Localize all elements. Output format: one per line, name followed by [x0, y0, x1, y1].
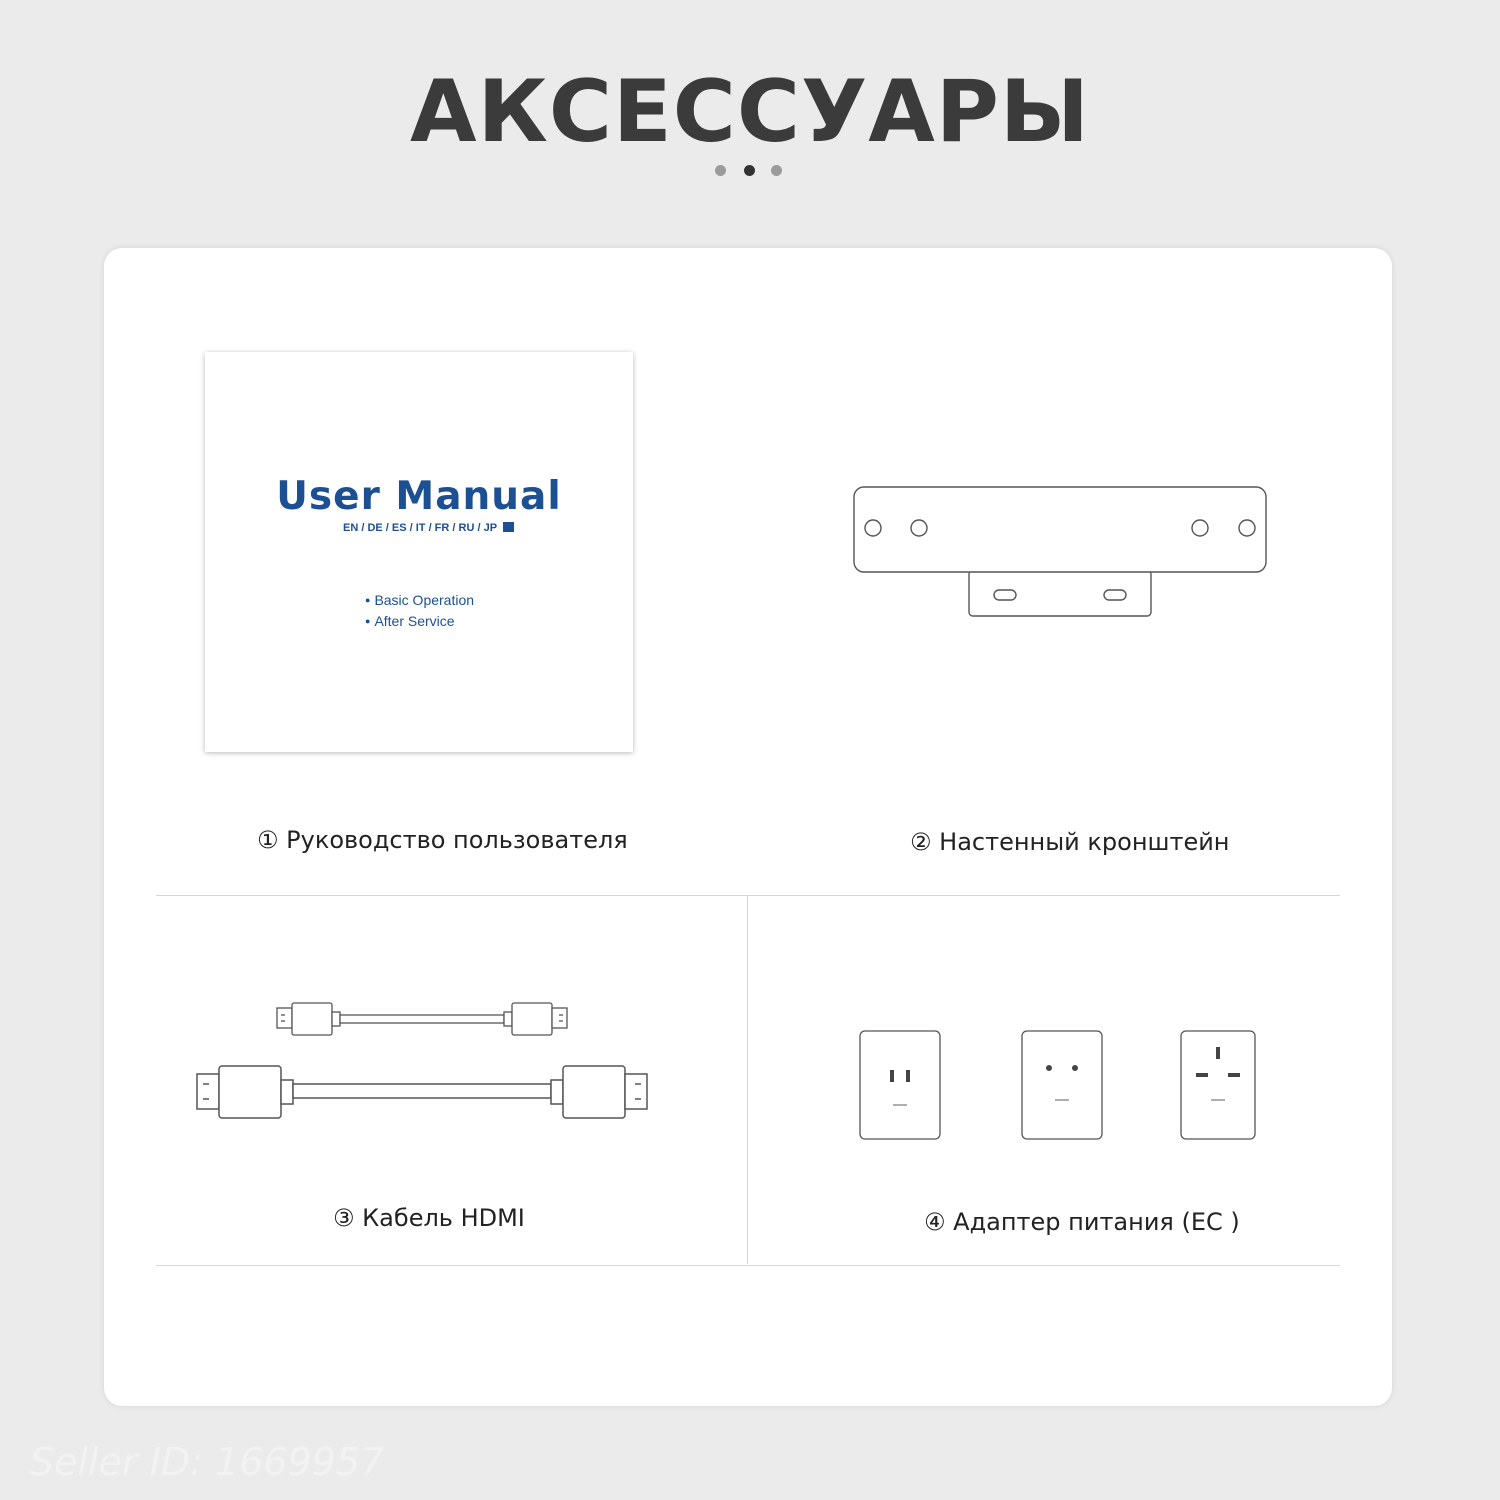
- booklet-languages: EN / DE / ES / IT / FR / RU / JP: [343, 522, 514, 534]
- user-manual-booklet: [205, 352, 633, 752]
- caption-wall-bracket: ② Настенный кронштейн: [910, 828, 1230, 856]
- hdmi-cable-long-icon: [195, 1064, 649, 1120]
- plug-type-eu-icon: [1021, 1030, 1103, 1140]
- pager-dot-1[interactable]: [715, 165, 726, 176]
- caption-power-adapter: ④ Адаптер питания (ЕС ): [924, 1208, 1240, 1236]
- caption-hdmi-cable: ③ Кабель HDMI: [333, 1204, 525, 1232]
- wall-bracket-icon: [853, 486, 1268, 618]
- booklet-title: User Manual: [276, 474, 562, 519]
- hdmi-cable-short-icon: [276, 1001, 568, 1037]
- booklet-bullet-basic-operation: ● Basic Operation: [365, 592, 474, 608]
- divider-vertical: [747, 896, 748, 1264]
- pager-dot-3[interactable]: [771, 165, 782, 176]
- booklet-bullet-after-service: ● After Service: [365, 613, 455, 629]
- plug-type-uk-icon: [1180, 1030, 1256, 1140]
- page-title: АКСЕССУАРЫ: [410, 62, 1090, 162]
- pager-dot-2[interactable]: [744, 165, 755, 176]
- divider-horizontal-top: [156, 895, 1340, 896]
- seller-watermark: Seller ID: 1669957: [30, 1440, 385, 1484]
- version-badge-icon: [503, 522, 514, 532]
- caption-user-manual: ① Руководство пользователя: [257, 826, 628, 854]
- divider-horizontal-bottom: [156, 1265, 1340, 1266]
- plug-type-us-icon: [859, 1030, 941, 1140]
